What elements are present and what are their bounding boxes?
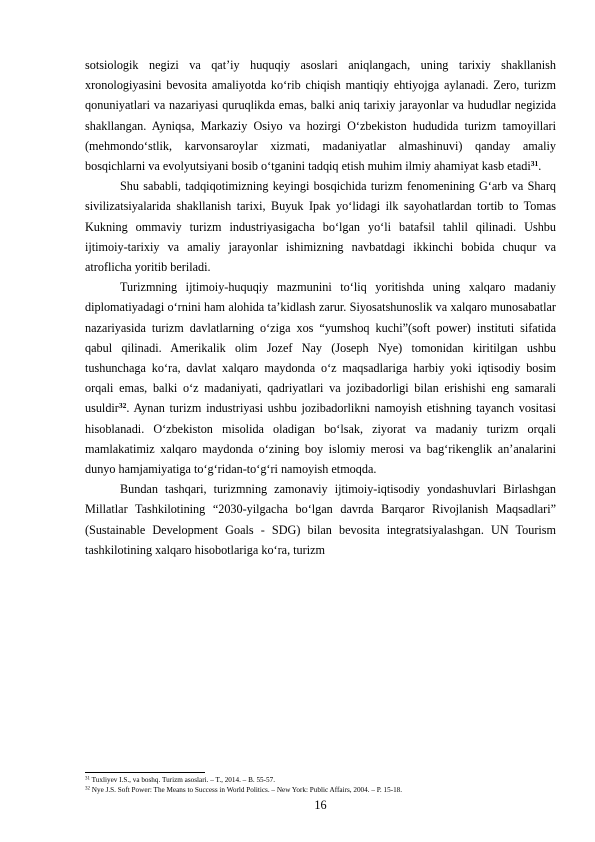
paragraph-4-text: Bundan tashqari, turizmning zamonaviy ijtimoiy-iqtisodiy yondashuvlari Birlashgan Millatlar Tashkilotining “2030-yilgacha bo‘lgan davrda Barqaror Rivojlanish Maqsadlari” (Sustainable Development Goals - SDG) bilan bevosita integratsiyalashgan. UN Tourism tashkilotining xalqaro hisobotlariga ko‘ra, turizm — [85, 482, 556, 557]
paragraph-3 — [85, 277, 556, 479]
footnote-32 — [85, 785, 556, 795]
footnote-ref-32: 32 — [118, 401, 127, 411]
paragraph-3-text: Turizmning ijtimoiy-huquqiy mazmunini to‘liq yoritishda uning xalqaro madaniy diplomatiyadagi o‘rnini ham alohida ta’kidlash zarur. Siyosatshunoslik va xalqaro munosabatlar nazariyasida turizm davlatlarning o‘ziga xos “yumshoq kuchi”(soft power) instituti sifatida qabul qilinadi. Amerikalik olim Jozef Nay (Joseph Nye) tomonidan kiritilgan ushbu tushunchaga ko‘ra, davlat xalqaro maydonda o‘z maqsadlariga harbiy yoki iqtisodiy bosim orqali emas, balki o‘z madaniyati, qadriyatlari va jozibadorligi bilan erishishi eng samarali usuldir — [85, 280, 556, 416]
footnote-ref-31: 31 — [530, 159, 539, 169]
paragraph-2 — [85, 176, 556, 277]
footnote-31 — [85, 775, 556, 785]
body-text — [85, 55, 556, 560]
paragraph-4 — [85, 479, 556, 560]
footnote-number: 32 — [85, 786, 90, 792]
footnote-number: 31 — [85, 776, 90, 782]
paragraph-1-tail: . — [538, 159, 542, 174]
footnote-text: Nye J.S. Soft Power: The Means to Success in World Politics. – New York: Public Affairs, 2004. – P. 15-18. — [90, 786, 403, 794]
document-page — [85, 0, 556, 842]
footnotes — [85, 775, 556, 795]
page-number: 16 — [314, 798, 327, 812]
paragraph-2-text: Shu sababli, tadqiqotimizning keyingi bosqichida turizm fenomenining G‘arb va Sharq sivilizatsiyalarida shakllanish tarixi, Buyuk Ipak yo‘lidagi ilk sayohatlardan tortib to Tomas Kukning ommaviy turizm industriyasigacha bo‘lgan yo‘li batafsil tahlil qilinadi. Ushbu ijtimoiy-tarixiy va amaliy jarayonlar ishimizning navbatdagi ikkinchi bobida chuqur va atroflicha yoritib beriladi. — [85, 179, 556, 275]
paragraph-3-tail: . Aynan turizm industriyasi ushbu jozibadorlikni namoyish etishning tayanch vositasi hisoblanadi. O‘zbekiston misolida oladigan bo‘lsak, ziyorat va madaniy turizm orqali mamlakatimiz xalqaro maydonda o‘zining boy islomiy merosi va bag‘rikenglik an’analarini dunyo hamjamiyatiga to‘g‘ridan-to‘g‘ri namoyish etmoqda. — [85, 401, 556, 477]
footnote-divider — [85, 772, 205, 773]
paragraph-1 — [85, 55, 556, 176]
paragraph-1-text: sotsiologik negizi va qat’iy huquqiy asoslari aniqlangach, uning tarixiy shakllanish xronologiyasini bevosita amaliyotda ko‘rib chiqish mantiqiy ehtiyojga aylanadi. Zero, turizm qonuniyatlari va nazariyasi quruqlikda emas, balki aniq tarixiy jarayonlar va hududlar negizida shakllangan. Ayniqsa, Markaziy Osiyo va hozirgi O‘zbekiston hududida turizm tamoyillari (mehmondo‘stlik, karvonsaroylar xizmati, madaniyatlar almashinuvi) qanday amaliy bosqichlarni va evolyutsiyani bosib o‘tganini tadqiq etish muhim ilmiy ahamiyat kasb etadi — [85, 58, 556, 174]
footnote-text: Tuxliyev I.S., va boshq. Turizm asoslari. – T., 2014. – B. 55-57. — [90, 776, 276, 784]
